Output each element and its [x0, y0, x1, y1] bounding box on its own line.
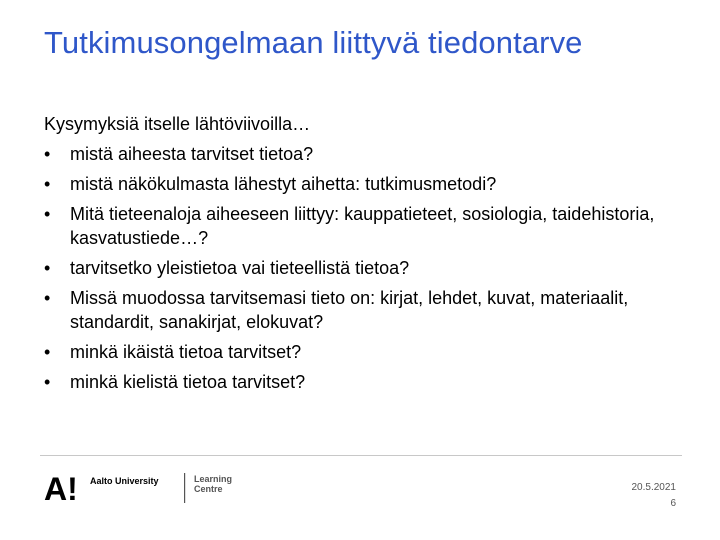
bullet-item	[44, 370, 694, 394]
bullet-item	[44, 202, 694, 250]
bullet-list	[44, 142, 694, 400]
bullet-item	[44, 172, 694, 196]
intro-text: Kysymyksiä itselle lähtöviivoilla…	[44, 114, 311, 134]
logo-university-name: Aalto University	[90, 476, 159, 486]
bullet-dot-icon: •	[44, 372, 51, 392]
bullet-item	[44, 256, 694, 280]
page-number: 6	[670, 498, 676, 509]
bullet-dot-icon: •	[44, 174, 51, 194]
logo-mark: A!	[44, 471, 78, 506]
bullet-item	[44, 142, 694, 166]
logo-unit-line1: Learning	[194, 474, 233, 484]
bullet-text: minkä ikäistä tietoa tarvitset?	[70, 342, 302, 362]
bullet-text: tarvitsetko yleistietoa vai tieteellistä tietoa?	[70, 258, 410, 278]
bullet-dot-icon: •	[44, 288, 51, 308]
bullet-dot-icon: •	[44, 258, 51, 278]
slide-title: Tutkimusongelmaan liittyvä tiedontarve	[44, 25, 583, 60]
logo-unit-line2: Centre	[194, 484, 223, 494]
bullet-text: minkä kielistä tietoa tarvitset?	[70, 372, 306, 392]
bullet-text: Missä muodossa tarvitsemasi tieto on: kirjat, lehdet, kuvat, materiaalit, standardit, sanakirjat, elokuvat?	[70, 288, 629, 332]
bullet-item	[44, 340, 694, 364]
logo-separator	[184, 473, 185, 503]
footer-date: 20.5.2021	[631, 482, 676, 493]
bullet-text: mistä aiheesta tarvitset tietoa?	[70, 144, 314, 164]
bullet-item	[44, 286, 694, 334]
bullet-dot-icon: •	[44, 144, 51, 164]
bullet-text: mistä näkökulmasta lähestyt aihetta: tutkimusmetodi?	[70, 174, 497, 194]
bullet-dot-icon: •	[44, 342, 51, 362]
footer-divider	[40, 455, 682, 456]
aalto-learning-centre-logo	[44, 470, 244, 506]
bullet-dot-icon: •	[44, 204, 51, 224]
bullet-text: Mitä tieteenaloja aiheeseen liittyy: kauppatieteet, sosiologia, taidehistoria, kasvatustiede…?	[70, 204, 655, 248]
